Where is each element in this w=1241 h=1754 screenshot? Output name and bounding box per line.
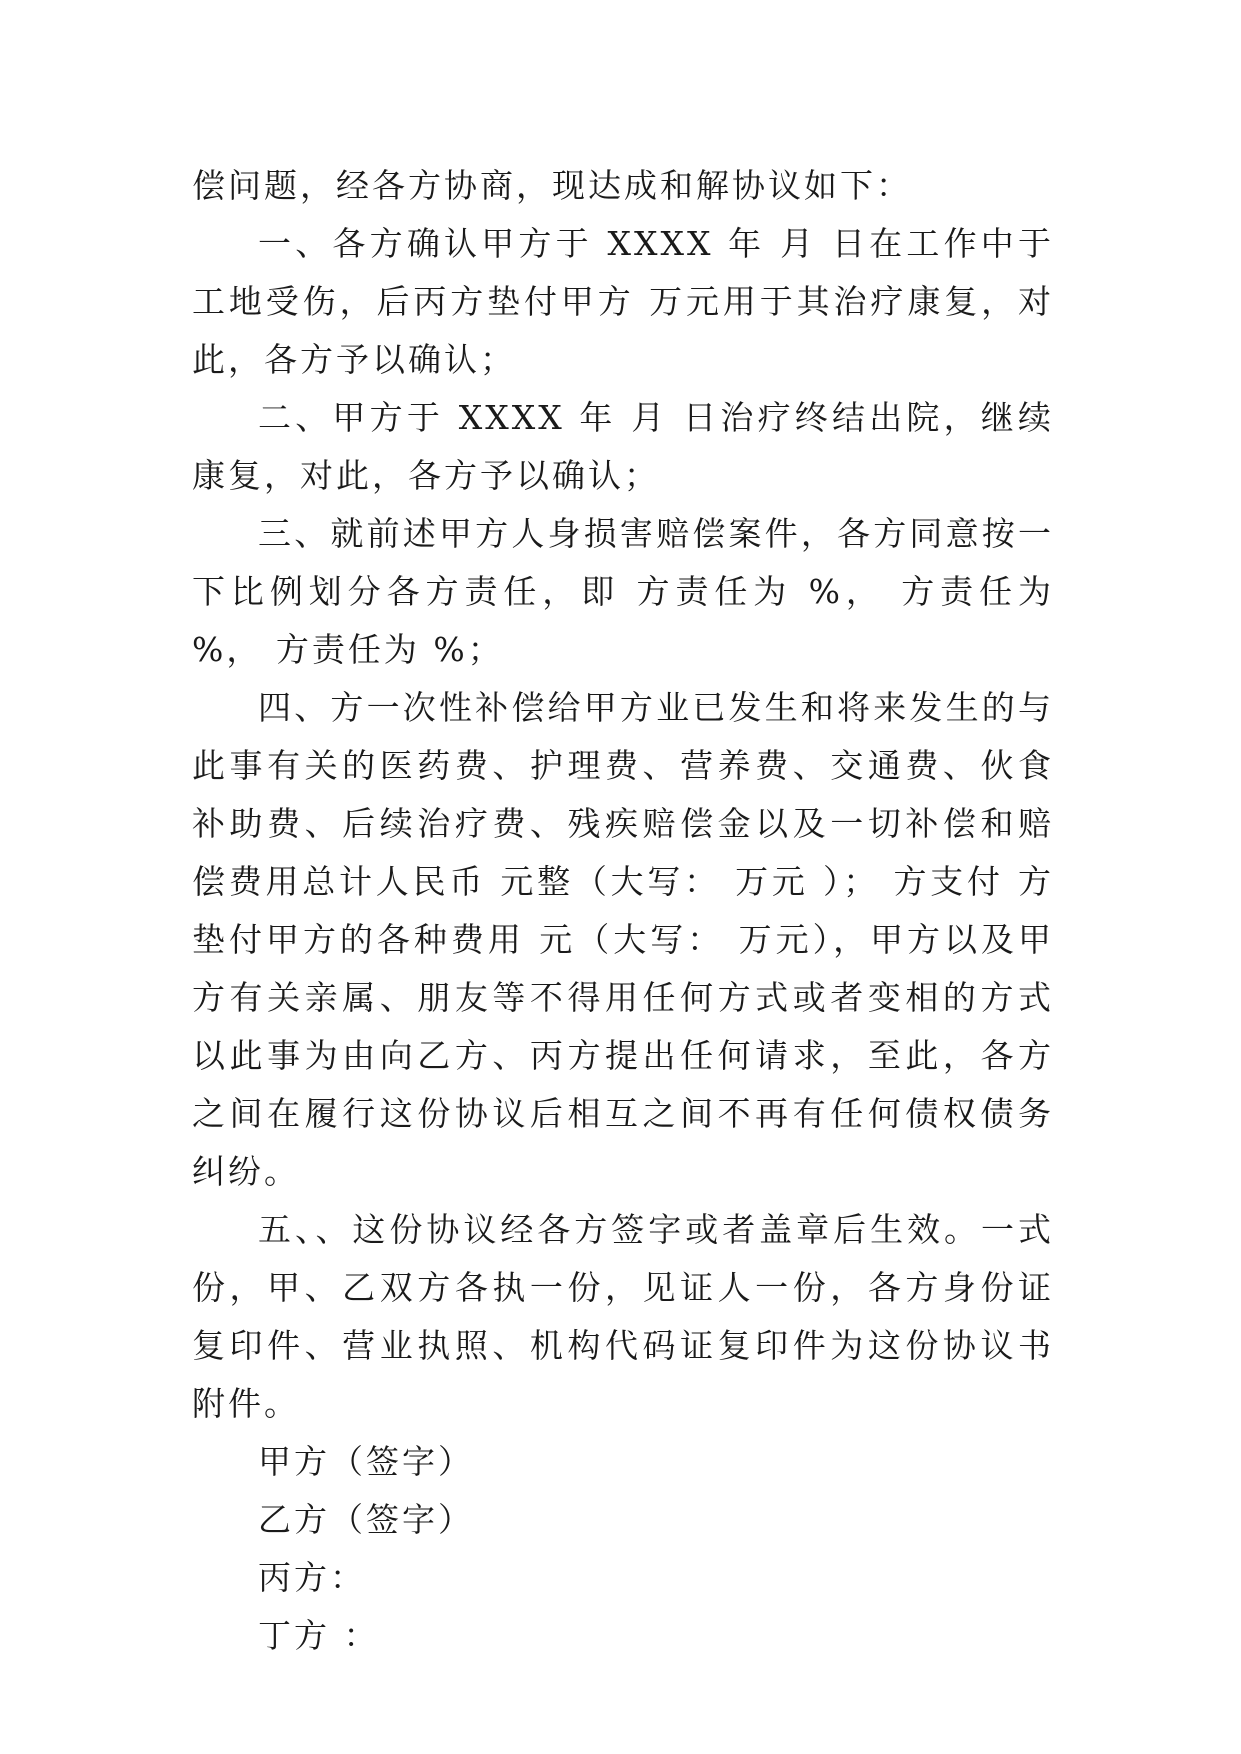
paragraph-clause-3: 三、就前述甲方人身损害赔偿案件，各方同意按一下比例划分各方责任，即 方责任为 %， 方责任为 %， 方责任为 %； (192, 514, 1054, 669)
signature-party-a: 甲方（签字） (258, 1442, 474, 1481)
paragraph-clause-2: 二、甲方于 XXXX 年 月 日治疗终结出院，继续康复，对此，各方予以确认； (192, 398, 1054, 495)
paragraph-intro: 偿问题，经各方协商，现达成和解协议如下： (192, 166, 912, 205)
document-body (192, 157, 1054, 1665)
signature-party-d: 丁方 ： (258, 1616, 380, 1655)
signature-party-b: 乙方（签字） (258, 1500, 474, 1539)
paragraph-clause-4: 四、方一次性补偿给甲方业已发生和将来发生的与此事有关的医药费、护理费、营养费、交通费、伙食补助费、后续治疗费、残疾赔偿金以及一切补偿和赔偿费用总计人民币 元整（大写： 万元 ）； 方支付 方垫付甲方的各种费用 元（大写： 万元），甲方以及甲方有关亲属、朋友等不得用任何方式或者变相的方式以此事为由向乙方、丙方提出任何请求，至此，各方之间在履行这份协议后相互之间不再有任何债权债务纠纷。 (192, 688, 1054, 1191)
paragraph-clause-5: 五、、这份协议经各方签字或者盖章后生效。一式 份，甲、乙双方各执一份，见证人一份，各方身份证复印件、营业执照、机构代码证复印件为这份协议书附件。 (192, 1210, 1054, 1423)
signature-party-c: 丙方： (258, 1558, 366, 1597)
paragraph-clause-1: 一、各方确认甲方于 XXXX 年 月 日在工作中于 工地受伤，后丙方垫付甲方 万元用于其治疗康复，对此，各方予以确认； (192, 224, 1054, 379)
